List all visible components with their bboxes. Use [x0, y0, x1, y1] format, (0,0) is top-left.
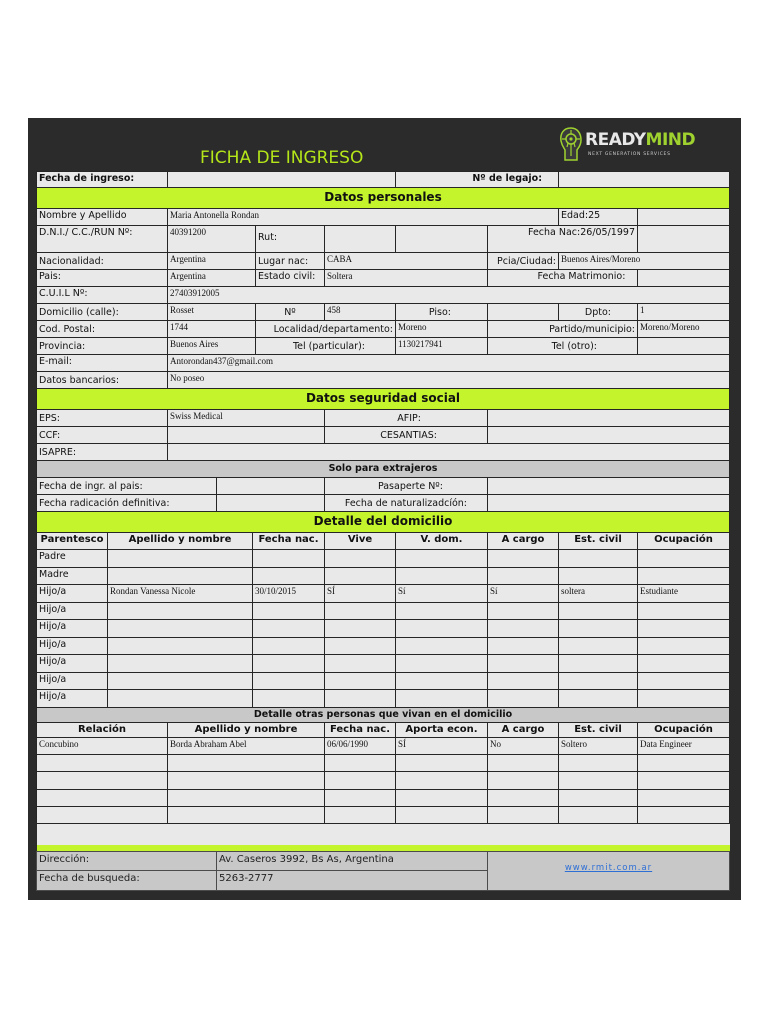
pais-label: Pais: [36, 269, 168, 287]
afip-field[interactable] [487, 409, 730, 427]
afip-label: AFIP: [324, 409, 488, 427]
domicilio-cell: Hijo/a [36, 654, 108, 673]
eps-value[interactable]: Swiss Medical [167, 409, 325, 427]
cesantias-label: CESANTIAS: [324, 426, 488, 444]
domicilio-header-6: Est. civil [558, 532, 638, 550]
cuil-value[interactable]: 27403912005 [167, 286, 730, 304]
otras-cell[interactable] [167, 771, 325, 789]
section-detalle-domicilio: Detalle del domicilio [36, 511, 730, 533]
lugar-nac-value[interactable]: CABA [324, 252, 488, 270]
otras-cell[interactable] [637, 806, 730, 824]
domicilio-cell[interactable] [252, 549, 325, 568]
otras-cell[interactable] [637, 754, 730, 772]
localidad-value[interactable]: Moreno [395, 320, 488, 338]
numero-value[interactable]: 458 [324, 303, 396, 321]
dpto-value[interactable]: 1 [637, 303, 730, 321]
domicilio-cell[interactable] [252, 654, 325, 673]
domicilio-cell[interactable] [395, 672, 488, 691]
page-title: FICHA DE INGRESO [200, 148, 364, 168]
otras-cell[interactable]: Data Engineer [637, 737, 730, 755]
domicilio-cell[interactable] [107, 672, 253, 691]
nombre-value[interactable]: Maria Antonella Rondan [167, 208, 559, 226]
lugar-nac-label: Lugar nac: [255, 252, 325, 270]
otras-cell[interactable] [637, 771, 730, 789]
domicilio-cell[interactable] [637, 637, 730, 656]
domicilio-header-1: Apellido y nombre [107, 532, 253, 550]
otras-cell[interactable]: Concubino [36, 737, 168, 755]
domicilio-cell[interactable] [252, 637, 325, 656]
domicilio-cell[interactable] [395, 637, 488, 656]
section-seguridad-social: Datos seguridad social [36, 388, 730, 410]
eps-label: EPS: [36, 409, 168, 427]
domicilio-cell[interactable] [252, 619, 325, 638]
otras-header-2: Fecha nac. [324, 722, 396, 738]
domicilio-cell: Padre [36, 549, 108, 568]
domicilio-cell[interactable]: Rondan Vanessa Nicole [107, 584, 253, 603]
domicilio-cell[interactable] [637, 654, 730, 673]
domicilio-cell[interactable]: soltera [558, 584, 638, 603]
estado-civil-value[interactable]: Soltera [324, 269, 488, 287]
domicilio-cell: Hijo/a [36, 584, 108, 603]
otras-cell[interactable] [167, 754, 325, 772]
pais-value[interactable]: Argentina [167, 269, 256, 287]
otras-cell[interactable] [167, 789, 325, 807]
domicilio-cell[interactable]: Sí [395, 584, 488, 603]
dpto-label: Dpto: [558, 303, 638, 321]
estado-civil-label: Estado civil: [255, 269, 325, 287]
fecha-naturalizacion-field[interactable] [487, 494, 730, 512]
logo-tagline: NEXT GENERATION SERVICES [588, 152, 671, 157]
nacionalidad-label: Nacionalidad: [36, 252, 168, 270]
cesantias-field[interactable] [487, 426, 730, 444]
domicilio-cell[interactable] [107, 549, 253, 568]
domicilio-header-0: Parentesco [36, 532, 108, 550]
domicilio-cell[interactable] [558, 549, 638, 568]
domicilio-cell[interactable] [558, 637, 638, 656]
otras-cell[interactable] [395, 771, 488, 789]
otras-cell[interactable] [36, 806, 168, 824]
provincia-value[interactable]: Buenos Aires [167, 337, 256, 355]
tel-otro-label: Tel (otro): [487, 337, 638, 355]
otras-header-1: Apellido y nombre [167, 722, 325, 738]
section-otras-personas: Detalle otras personas que vivan en el domicilio [36, 707, 730, 723]
fecha-nac-value: Fecha Nac:26/05/1997 [487, 225, 638, 253]
otras-cell[interactable] [487, 789, 559, 807]
form-table [37, 172, 730, 848]
isapre-field[interactable] [167, 443, 730, 461]
domicilio-cell[interactable] [395, 654, 488, 673]
readymind-logo [559, 124, 739, 168]
rut-field-b[interactable] [395, 225, 488, 253]
fecha-ingreso-label: Fecha de ingreso: [36, 171, 168, 188]
pcia-value[interactable]: Buenos Aires/Moreno [558, 252, 730, 270]
otras-cell[interactable] [324, 806, 396, 824]
domicilio-cell[interactable] [637, 549, 730, 568]
tel-otro-field[interactable] [637, 337, 730, 355]
fecha-radicacion-field[interactable] [216, 494, 325, 512]
isapre-label: ISAPRE: [36, 443, 168, 461]
direccion-label: Dirección: [36, 851, 217, 871]
otras-header-5: Est. civil [558, 722, 638, 738]
domicilio-cell[interactable] [395, 549, 488, 568]
otras-cell[interactable]: Borda Abraham Abel [167, 737, 325, 755]
domicilio-cell: Hijo/a [36, 689, 108, 708]
section-datos-personales: Datos personales [36, 187, 730, 209]
domicilio-cell[interactable] [252, 602, 325, 621]
datos-bancarios-value[interactable]: No poseo [167, 371, 730, 389]
domicilio-header-3: Vive [324, 532, 396, 550]
domicilio-cell[interactable] [487, 619, 559, 638]
otras-cell[interactable] [36, 771, 168, 789]
domicilio-header-7: Ocupación [637, 532, 730, 550]
domicilio-cell[interactable] [558, 689, 638, 708]
domicilio-cell[interactable] [395, 567, 488, 586]
fecha-ingreso-field[interactable] [167, 171, 396, 188]
domicilio-cell[interactable] [487, 567, 559, 586]
email-label: E-mail: [36, 354, 168, 372]
pcia-label: Pcia/Ciudad: [487, 252, 559, 270]
otras-cell[interactable] [167, 806, 325, 824]
tel-particular-label: Tel (particular): [255, 337, 396, 355]
domicilio-cell[interactable] [637, 689, 730, 708]
otras-cell[interactable] [324, 771, 396, 789]
domicilio-cell[interactable] [395, 689, 488, 708]
domicilio-cell[interactable] [107, 567, 253, 586]
domicilio-cell[interactable] [637, 619, 730, 638]
edad-extra [637, 208, 730, 226]
domicilio-cell[interactable] [252, 672, 325, 691]
domicilio-cell: Hijo/a [36, 637, 108, 656]
domicilio-cell: Hijo/a [36, 672, 108, 691]
domicilio-cell[interactable] [107, 619, 253, 638]
domicilio-cell: Hijo/a [36, 602, 108, 621]
domicilio-cell[interactable] [252, 689, 325, 708]
footer [37, 852, 730, 892]
matrimonio-field[interactable] [637, 269, 730, 287]
datos-bancarios-label: Datos bancarios: [36, 371, 168, 389]
domicilio-cell[interactable] [558, 672, 638, 691]
cod-postal-label: Cod. Postal: [36, 320, 168, 338]
domicilio-cell[interactable] [558, 619, 638, 638]
tel-particular-value[interactable]: 1130217941 [395, 337, 488, 355]
section-extranjeros: Solo para extrajeros [36, 460, 730, 478]
domicilio-header-2: Fecha nac. [252, 532, 325, 550]
direccion-value: Av. Caseros 3992, Bs As, Argentina [216, 851, 488, 871]
numero-label: Nº [255, 303, 325, 321]
rut-field-a[interactable] [324, 225, 396, 253]
domicilio-value[interactable]: Rosset [167, 303, 256, 321]
domicilio-cell[interactable] [558, 654, 638, 673]
otras-cell[interactable] [324, 789, 396, 807]
fecha-radicacion-label: Fecha radicación definitiva: [36, 494, 217, 512]
otras-cell[interactable] [395, 754, 488, 772]
ccf-field[interactable] [167, 426, 325, 444]
partido-value[interactable]: Moreno/Moreno [637, 320, 730, 338]
fecha-busqueda-label: Fecha de busqueda: [36, 870, 217, 891]
domicilio-cell[interactable] [558, 567, 638, 586]
domicilio-cell: Madre [36, 567, 108, 586]
domicilio-cell[interactable] [324, 619, 396, 638]
provincia-label: Provincia: [36, 337, 168, 355]
domicilio-cell[interactable] [324, 549, 396, 568]
domicilio-cell[interactable] [487, 602, 559, 621]
piso-field[interactable] [487, 303, 559, 321]
domicilio-cell[interactable]: SÍ [324, 584, 396, 603]
domicilio-cell[interactable] [107, 602, 253, 621]
ccf-label: CCF: [36, 426, 168, 444]
matrimonio-label: Fecha Matrimonio: [487, 269, 638, 287]
nacionalidad-value[interactable]: Argentina [167, 252, 256, 270]
domicilio-cell[interactable] [637, 672, 730, 691]
otras-cell[interactable] [324, 754, 396, 772]
domicilio-cell[interactable] [558, 602, 638, 621]
edad-value: Edad:25 [558, 208, 638, 226]
domicilio-cell[interactable] [324, 689, 396, 708]
domicilio-cell[interactable] [487, 654, 559, 673]
otras-cell[interactable] [558, 771, 638, 789]
domicilio-cell: Hijo/a [36, 619, 108, 638]
brain-head-icon [559, 126, 583, 166]
cuil-label: C.U.I.L Nº: [36, 286, 168, 304]
otras-cell[interactable]: SÍ [395, 737, 488, 755]
otras-cell[interactable] [487, 754, 559, 772]
domicilio-cell[interactable] [324, 567, 396, 586]
otras-cell[interactable] [36, 754, 168, 772]
otras-cell[interactable] [637, 789, 730, 807]
email-value[interactable]: Antorondan437@gmail.com [167, 354, 730, 372]
domicilio-header-5: A cargo [487, 532, 559, 550]
domicilio-cell[interactable] [324, 637, 396, 656]
domicilio-cell[interactable] [487, 672, 559, 691]
otras-cell[interactable] [487, 771, 559, 789]
domicilio-cell[interactable] [324, 654, 396, 673]
nombre-label: Nombre y Apellido [36, 208, 168, 226]
domicilio-cell[interactable] [395, 619, 488, 638]
dni-value[interactable]: 40391200 [167, 225, 256, 253]
domicilio-cell[interactable] [107, 654, 253, 673]
fecha-ingr-pais-field[interactable] [216, 477, 325, 495]
legajo-label: Nº de legajo: [395, 171, 559, 188]
dni-label: D.N.I./ C.C./RUN Nº: [36, 225, 168, 253]
domicilio-cell[interactable] [487, 549, 559, 568]
fecha-nac-extra [637, 225, 730, 253]
domicilio-cell[interactable] [637, 567, 730, 586]
domicilio-cell[interactable] [324, 672, 396, 691]
cod-postal-value[interactable]: 1744 [167, 320, 256, 338]
otras-cell[interactable] [36, 789, 168, 807]
otras-header-4: A cargo [487, 722, 559, 738]
otras-cell[interactable] [558, 789, 638, 807]
domicilio-header-4: V. dom. [395, 532, 488, 550]
otras-header-6: Ocupación [637, 722, 730, 738]
otras-cell[interactable] [558, 754, 638, 772]
piso-label: Piso: [395, 303, 488, 321]
otras-cell[interactable] [395, 789, 488, 807]
fecha-ingr-pais-label: Fecha de ingr. al pais: [36, 477, 217, 495]
otras-cell[interactable] [558, 806, 638, 824]
domicilio-cell[interactable] [324, 602, 396, 621]
domicilio-cell[interactable] [252, 567, 325, 586]
logo-wordmark: READYMIND [585, 130, 696, 150]
domicilio-cell[interactable]: 30/10/2015 [252, 584, 325, 603]
localidad-label: Localidad/departamento: [255, 320, 396, 338]
fecha-busqueda-value: 5263-2777 [216, 870, 488, 891]
domicilio-cell[interactable] [107, 689, 253, 708]
domicilio-cell[interactable] [487, 637, 559, 656]
otras-header-0: Relación [36, 722, 168, 738]
otras-cell[interactable]: 06/06/1990 [324, 737, 396, 755]
domicilio-cell[interactable] [107, 637, 253, 656]
domicilio-cell[interactable] [637, 602, 730, 621]
partido-label: Partido/municipio: [487, 320, 638, 338]
website-link[interactable]: www.rmit.com.ar [564, 863, 653, 873]
website-cell [487, 851, 730, 891]
otras-header-3: Aporta econ. [395, 722, 488, 738]
pasaporte-label: Pasaperte Nº: [324, 477, 488, 495]
rut-label: Rut: [255, 225, 325, 253]
domicilio-cell[interactable]: Sí [487, 584, 559, 603]
pasaporte-field[interactable] [487, 477, 730, 495]
otras-cell[interactable] [487, 806, 559, 824]
legajo-field[interactable] [558, 171, 730, 188]
otras-cell[interactable] [395, 806, 488, 824]
domicilio-label: Domicilio (calle): [36, 303, 168, 321]
fecha-naturalizacion-label: Fecha de naturalizadcíón: [324, 494, 488, 512]
domicilio-cell[interactable] [487, 689, 559, 708]
otras-cell[interactable]: Soltero [558, 737, 638, 755]
domicilio-cell[interactable]: Estudiante [637, 584, 730, 603]
domicilio-cell[interactable] [395, 602, 488, 621]
form-sheet [28, 118, 741, 900]
otras-cell[interactable]: No [487, 737, 559, 755]
